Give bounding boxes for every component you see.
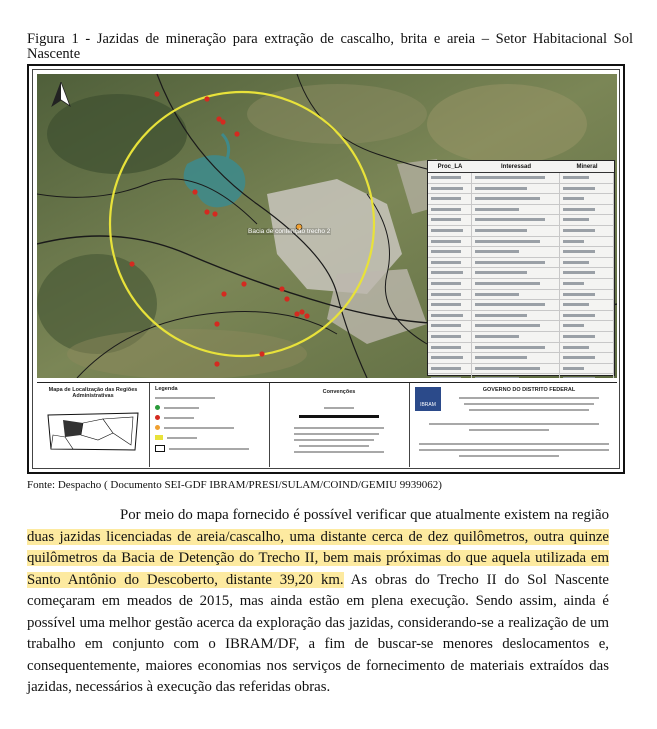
table-cell: [428, 290, 472, 300]
table-cell: [428, 332, 472, 342]
table-cell: [472, 343, 560, 353]
table-row: [428, 343, 614, 354]
table-cell: [428, 374, 472, 378]
table-cell: [428, 215, 472, 225]
table-cell: [560, 268, 614, 278]
table-cell: [472, 374, 560, 378]
table-cell: [560, 247, 614, 257]
locator-panel: [37, 383, 150, 467]
legend-item: [155, 425, 234, 430]
table-cell: [428, 353, 472, 363]
table-row: [428, 194, 614, 205]
table-cell: [560, 321, 614, 331]
table-cell: [428, 237, 472, 247]
table-row: [428, 290, 614, 301]
table-cell: [472, 205, 560, 215]
table-cell: [428, 184, 472, 194]
legend-item: [155, 405, 199, 410]
location-label: Bacia de contenção trecho 2: [248, 228, 331, 235]
table-row: [428, 205, 614, 216]
legend-panel: [149, 383, 270, 467]
table-cell: [428, 279, 472, 289]
figure-inner-border: [32, 69, 620, 469]
col-header-interessado: Interessad: [500, 163, 531, 170]
table-cell: [560, 311, 614, 321]
table-cell: [472, 173, 560, 183]
table-cell: [560, 290, 614, 300]
table-cell: [560, 226, 614, 236]
table-cell: [428, 311, 472, 321]
figure-caption: Figura 1 - Jazidas de mineração para extração de cascalho, brita e areia – Setor Habitacional Sol Nascente: [27, 31, 633, 62]
table-row: [428, 300, 614, 311]
table-cell: [472, 258, 560, 268]
locator-title: Mapa de Localização das Regiões Administrativas: [48, 387, 138, 399]
table-cell: [472, 290, 560, 300]
table-cell: [560, 215, 614, 225]
table-row: [428, 237, 614, 248]
credits-title: GOVERNO DO DISTRITO FEDERAL: [482, 387, 576, 393]
table-row: [428, 364, 614, 375]
legend-item: [155, 435, 197, 440]
table-row: [428, 311, 614, 322]
highlighted-text: duas jazidas licenciadas de areia/cascalho, uma distante cerca de dez quilômetros, outra quinze quilômetros da Bacia de Detenção do Trecho II, bem mais próximas do que aquela utilizada em Santo Antônio do Descoberto, distante 39,20 km.: [27, 528, 609, 588]
table-cell: [560, 300, 614, 310]
table-row: [428, 226, 614, 237]
table-row: [428, 332, 614, 343]
legend-strip: [37, 382, 617, 467]
table-body: [428, 173, 614, 378]
table-row: [428, 374, 614, 378]
table-row: [428, 258, 614, 269]
table-cell: [428, 205, 472, 215]
table-cell: [560, 194, 614, 204]
table-row: [428, 173, 614, 184]
scale-bar: [299, 415, 379, 418]
table-cell: [560, 343, 614, 353]
table-row: [428, 268, 614, 279]
table-cell: [560, 332, 614, 342]
table-cell: [472, 215, 560, 225]
map-figure: [27, 64, 625, 474]
table-cell: [560, 364, 614, 374]
satellite-map: [37, 74, 617, 378]
table-row: [428, 353, 614, 364]
table-cell: [560, 173, 614, 183]
table-row: [428, 247, 614, 258]
table-cell: [428, 173, 472, 183]
figure-source: Fonte: Despacho ( Documento SEI-GDF IBRAM/PRESI/SULAM/COIND/GEMIU 9939062): [27, 479, 442, 491]
table-cell: [560, 237, 614, 247]
table-row: [428, 215, 614, 226]
col-header-proc: Proc_LA: [437, 163, 463, 170]
table-cell: [428, 247, 472, 257]
table-cell: [472, 279, 560, 289]
table-cell: [560, 258, 614, 268]
table-row: [428, 184, 614, 195]
paragraph-text-start: Por meio do mapa fornecido é possível verificar que atualmente existem na região: [120, 507, 609, 523]
table-cell: [428, 300, 472, 310]
body-paragraph: [27, 505, 609, 699]
legend-title: Legenda: [155, 386, 178, 392]
table-cell: [472, 353, 560, 363]
table-cell: [472, 332, 560, 342]
legend-item: [155, 415, 194, 420]
table-cell: [472, 184, 560, 194]
table-cell: [472, 311, 560, 321]
table-cell: [428, 268, 472, 278]
table-cell: [560, 205, 614, 215]
table-cell: [472, 237, 560, 247]
table-cell: [472, 247, 560, 257]
table-header: [428, 161, 614, 173]
credits-panel: [409, 383, 617, 467]
table-cell: [472, 226, 560, 236]
table-cell: [428, 226, 472, 236]
table-cell: [472, 321, 560, 331]
legend-item: [155, 445, 249, 452]
conventions-title: Convenções: [322, 389, 356, 395]
table-cell: [472, 194, 560, 204]
table-cell: [560, 353, 614, 363]
table-cell: [472, 300, 560, 310]
table-cell: [472, 364, 560, 374]
table-cell: [428, 343, 472, 353]
table-row: [428, 321, 614, 332]
deposits-table: [427, 160, 615, 376]
table-cell: [560, 279, 614, 289]
table-cell: [428, 364, 472, 374]
ibram-logo: IBRAM: [415, 387, 441, 411]
table-cell: [472, 268, 560, 278]
col-header-mineral: Mineral: [576, 163, 598, 170]
conventions-panel: [269, 383, 410, 467]
north-arrow-icon: [51, 82, 71, 108]
locator-map: [43, 405, 143, 455]
table-cell: [560, 184, 614, 194]
table-cell: [428, 321, 472, 331]
table-row: [428, 279, 614, 290]
table-cell: [560, 374, 614, 378]
table-cell: [428, 194, 472, 204]
table-cell: [428, 258, 472, 268]
paragraph-text-end: As obras do Trecho II do Sol Nascente começaram em meados de 2015, mas ainda estão em plena execução. Sendo assim, ainda é possível uma melhor gestão acerca da exploração das jazidas, considerando-se a realização de um trabalho em conjunto com o IBRAM/DF, a fim de buscar-se menores deslocamentos e, consequentemente, maiores economias nos serviços de fornecimento de materiais extraídos das jazidas, necessários à execução das referidas obras.: [27, 571, 609, 695]
